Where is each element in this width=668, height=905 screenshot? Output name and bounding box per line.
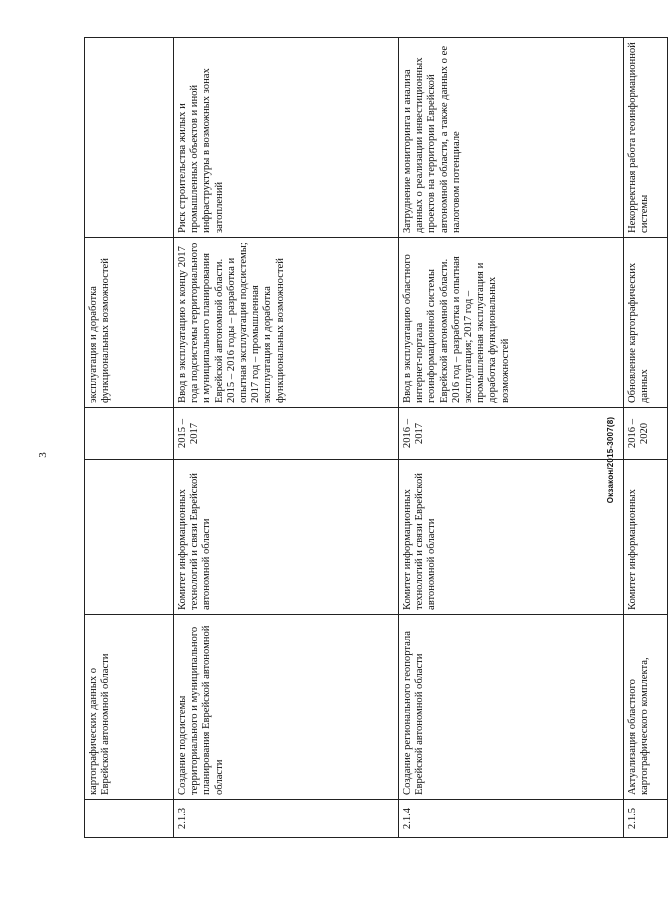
measure-name-cell: Создание регионального геопортала Еврейской автономной области <box>399 615 624 800</box>
row-number-cell: 2.1.3 <box>174 800 399 838</box>
result-cell: эксплуатация и доработка функциональных возможностей <box>85 238 174 408</box>
table-row <box>624 38 668 838</box>
risk-cell: Некорректная работа геоинформационной системы <box>624 38 668 238</box>
document-code: Окзакон/2015-3007(8) <box>606 416 615 504</box>
responsible-cell: Комитет информационных технологий и связи Еврейской автономной области <box>399 460 624 615</box>
result-cell: Ввод в эксплуатацию областного интернет-портала геоинформационной системы Еврейской автономной области. 2016 год – разработка и опытная эксплуатация; 2017 год – промышленная эксплуатация и доработка функциональных возможностей <box>399 238 624 408</box>
years-cell: 2016 – 2020 <box>624 408 668 460</box>
years-cell <box>85 408 174 460</box>
row-number-cell: 2.1.4 <box>399 800 624 838</box>
table-row <box>174 38 399 838</box>
risk-cell: Риск строительства жилых и промышленных объектов и иной инфраструктуры в возможных зонах затоплений <box>174 38 399 238</box>
measure-name-cell: Создание подсистемы территориального и муниципального планирования Еврейской автономной области <box>174 615 399 800</box>
result-cell: Ввод в эксплуатацию к концу 2017 года подсистемы территориального и муниципального планирования Еврейской автономной области. 2015 – 2016 годы – разработка и опытная эксплуатация подсистемы; 2017 год – промышленная эксплуатация и доработка функциональных возможностей <box>174 238 399 408</box>
responsible-cell: Комитет информационных <box>624 460 668 615</box>
row-number-cell: 2.1.5 <box>624 800 668 838</box>
table-row <box>399 38 624 838</box>
years-cell: 2015 – 2017 <box>174 408 399 460</box>
program-table <box>84 37 668 838</box>
row-number-cell <box>85 800 174 838</box>
table-row <box>85 38 174 838</box>
years-cell: 2016 – 2017 <box>399 408 624 460</box>
measure-name-cell: картографических данных о Еврейской автономной области <box>85 615 174 800</box>
page-number: 3 <box>37 452 49 458</box>
risk-cell: Затруднение мониторинга и анализа данных о реализации инвестиционных проектов на территории Еврейской автономной области, а также данных о ее налоговом потенциале <box>399 38 624 238</box>
responsible-cell: Комитет информационных технологий и связи Еврейской автономной области <box>174 460 399 615</box>
result-cell: Обновление картографических данных <box>624 238 668 408</box>
risk-cell <box>85 38 174 238</box>
responsible-cell <box>85 460 174 615</box>
measure-name-cell: Актуализация областного картографического комплекта, <box>624 615 668 800</box>
